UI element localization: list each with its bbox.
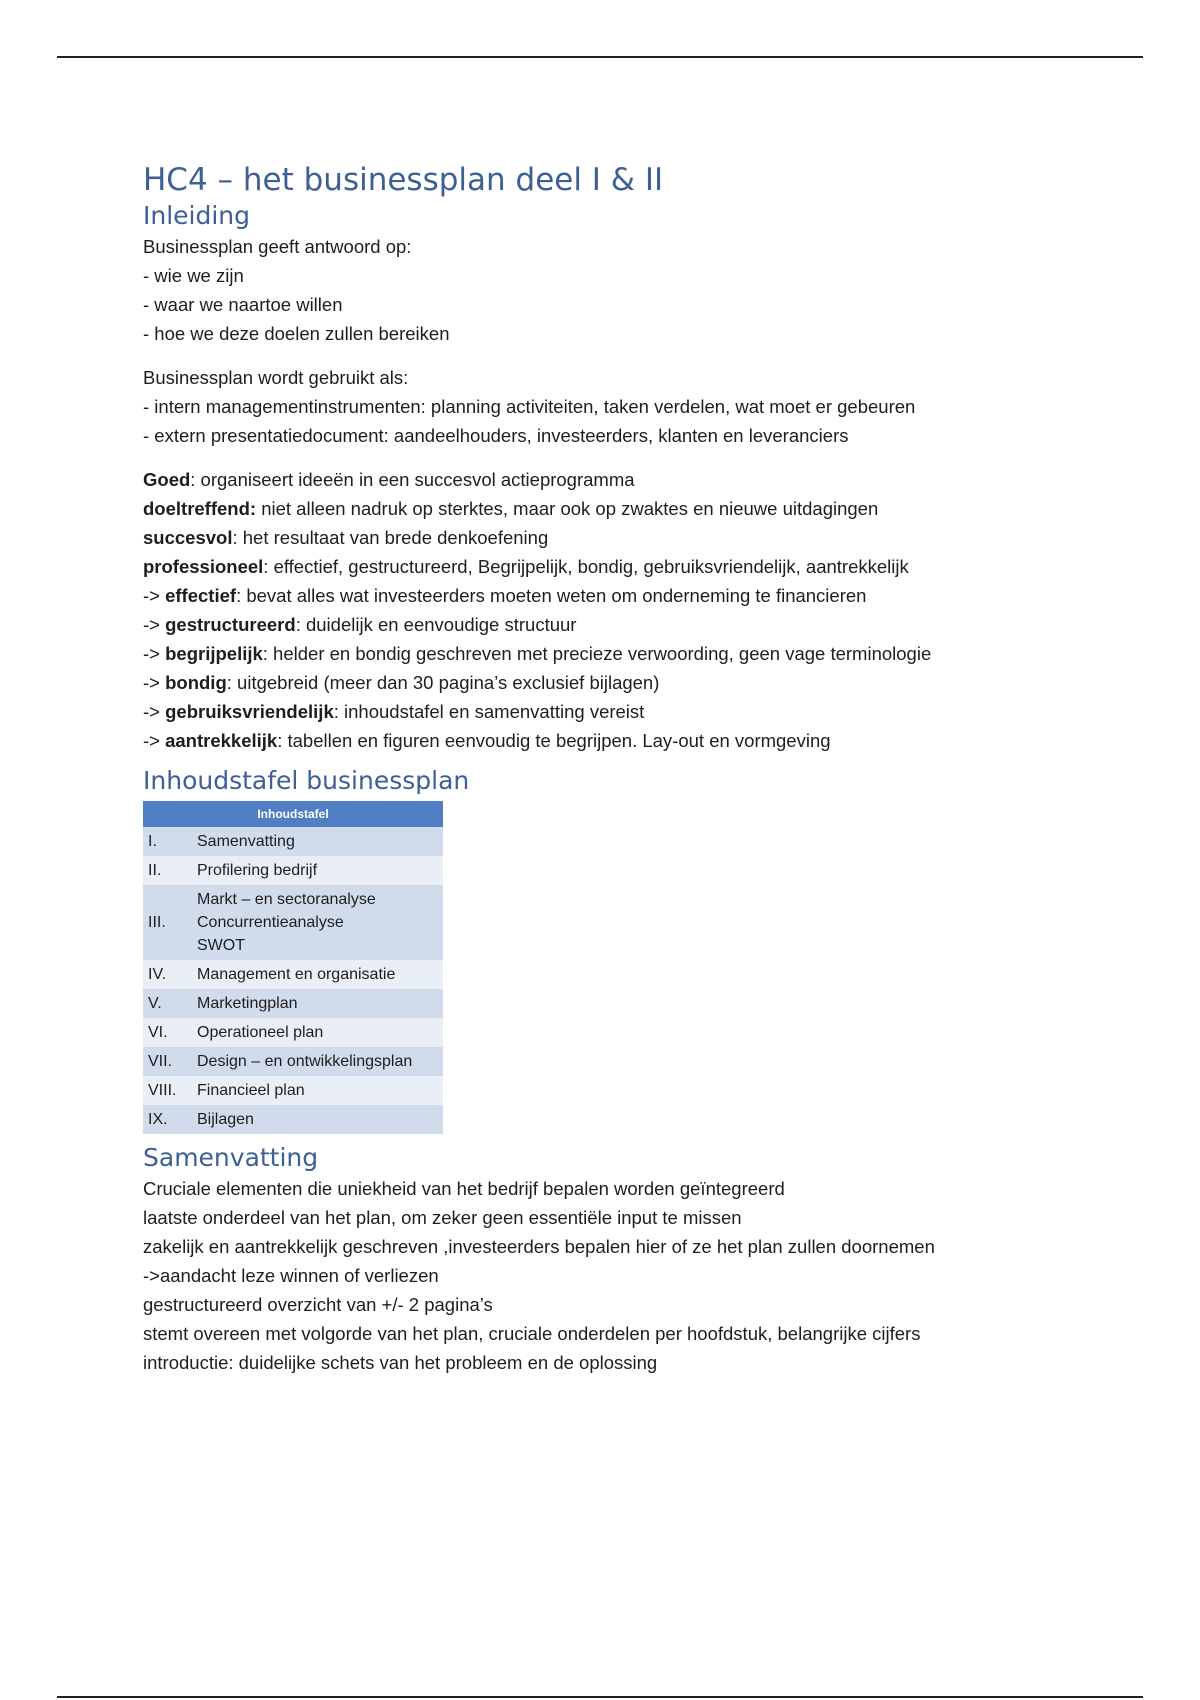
quality-term: gestructureerd xyxy=(165,614,296,635)
table-row xyxy=(143,1076,443,1105)
quality-term: professioneel xyxy=(143,556,264,577)
toc-number: III. xyxy=(143,885,189,960)
section-heading-inleiding: Inleiding xyxy=(143,201,251,230)
list-item: - extern presentatiedocument: aandeelhouders, investeerders, klanten en leveranciers xyxy=(143,425,849,446)
quality-term: aantrekkelijk xyxy=(165,730,278,751)
toc-table-header: Inhoudstafel xyxy=(143,801,443,827)
samenvatting-line: Cruciale elementen die uniekheid van het bedrijf bepalen worden geïntegreerd xyxy=(143,1178,785,1199)
quality-line: -> aantrekkelijk: tabellen en figuren eenvoudig te begrijpen. Lay-out en vormgeving xyxy=(143,730,831,751)
quality-line: professioneel: effectief, gestructureerd, Begrijpelijk, bondig, gebruiksvriendelijk, aantrekkelijk xyxy=(143,556,909,577)
quality-term: succesvol xyxy=(143,527,233,548)
toc-title: Marketingplan xyxy=(189,989,443,1018)
section-heading-inhoudstafel: Inhoudstafel businessplan xyxy=(143,766,470,795)
toc-number: II. xyxy=(143,856,189,885)
quality-line: -> gebruiksvriendelijk: inhoudstafel en samenvatting vereist xyxy=(143,701,645,722)
toc-title: Operationeel plan xyxy=(189,1018,443,1047)
toc-title: Financieel plan xyxy=(189,1076,443,1105)
quality-term: effectief xyxy=(165,585,237,606)
quality-line: Goed: organiseert ideeën in een succesvol actieprogramma xyxy=(143,469,635,490)
table-row xyxy=(143,1047,443,1076)
toc-title: Samenvatting xyxy=(189,827,443,856)
table-row xyxy=(143,1105,443,1134)
list-item: - hoe we deze doelen zullen bereiken xyxy=(143,323,450,344)
samenvatting-line: gestructureerd overzicht van +/- 2 pagina’s xyxy=(143,1294,493,1315)
samenvatting-line: zakelijk en aantrekkelijk geschreven ,investeerders bepalen hier of ze het plan zullen doornemen xyxy=(143,1236,935,1257)
toc-number: VIII. xyxy=(143,1076,189,1105)
document-body xyxy=(143,160,1043,1377)
table-row xyxy=(143,989,443,1018)
toc-title: Profilering bedrijf xyxy=(189,856,443,885)
samenvatting-line: stemt overeen met volgorde van het plan, cruciale onderdelen per hoofdstuk, belangrijke cijfers xyxy=(143,1323,921,1344)
list-item: - wie we zijn xyxy=(143,265,244,286)
samenvatting-line: introductie: duidelijke schets van het probleem en de oplossing xyxy=(143,1352,658,1373)
qualities-list xyxy=(143,465,1043,755)
toc-title: Design – en ontwikkelingsplan xyxy=(189,1047,443,1076)
toc-title: Management en organisatie xyxy=(189,960,443,989)
quality-line: -> bondig: uitgebreid (meer dan 30 pagina’s exclusief bijlagen) xyxy=(143,672,660,693)
quality-term: bondig xyxy=(165,672,227,693)
quality-line: -> begrijpelijk: helder en bondig geschreven met precieze verwoording, geen vage terminologie xyxy=(143,643,932,664)
quality-line: -> gestructureerd: duidelijk en eenvoudige structuur xyxy=(143,614,577,635)
quality-term: Goed xyxy=(143,469,191,490)
page-top-rule xyxy=(57,56,1143,58)
table-row xyxy=(143,885,443,960)
toc-title: Markt – en sectoranalyse Concurrentieanalyse SWOT xyxy=(189,885,443,960)
toc-number: VI. xyxy=(143,1018,189,1047)
page-bottom-rule xyxy=(57,1696,1143,1698)
quality-line: -> effectief: bevat alles wat investeerders moeten weten om onderneming te financieren xyxy=(143,585,867,606)
quality-term: gebruiksvriendelijk xyxy=(165,701,334,722)
samenvatting-line: ->aandacht leze winnen of verliezen xyxy=(143,1265,439,1286)
quality-term: doeltreffend: xyxy=(143,498,257,519)
table-row xyxy=(143,960,443,989)
toc-title: Bijlagen xyxy=(189,1105,443,1134)
toc-number: IX. xyxy=(143,1105,189,1134)
toc-number: IV. xyxy=(143,960,189,989)
quality-line: doeltreffend: niet alleen nadruk op sterktes, maar ook op zwaktes en nieuwe uitdagingen xyxy=(143,498,879,519)
table-row xyxy=(143,827,443,856)
list-item: - intern managementinstrumenten: planning activiteiten, taken verdelen, wat moet er gebeuren xyxy=(143,396,916,417)
quality-line: succesvol: het resultaat van brede denkoefening xyxy=(143,527,549,548)
toc-number: V. xyxy=(143,989,189,1018)
inleiding-intro: Businessplan geeft antwoord op: xyxy=(143,236,412,257)
used-as-label: Businessplan wordt gebruikt als: xyxy=(143,367,409,388)
samenvatting-line: laatste onderdeel van het plan, om zeker geen essentiële input te missen xyxy=(143,1207,742,1228)
document-title: HC4 – het businessplan deel I & II xyxy=(143,162,664,198)
toc-number: VII. xyxy=(143,1047,189,1076)
list-item: - waar we naartoe willen xyxy=(143,294,343,315)
table-row xyxy=(143,856,443,885)
toc-number: I. xyxy=(143,827,189,856)
quality-term: begrijpelijk xyxy=(165,643,263,664)
section-heading-samenvatting: Samenvatting xyxy=(143,1143,319,1172)
toc-table xyxy=(143,801,443,1134)
table-row xyxy=(143,1018,443,1047)
